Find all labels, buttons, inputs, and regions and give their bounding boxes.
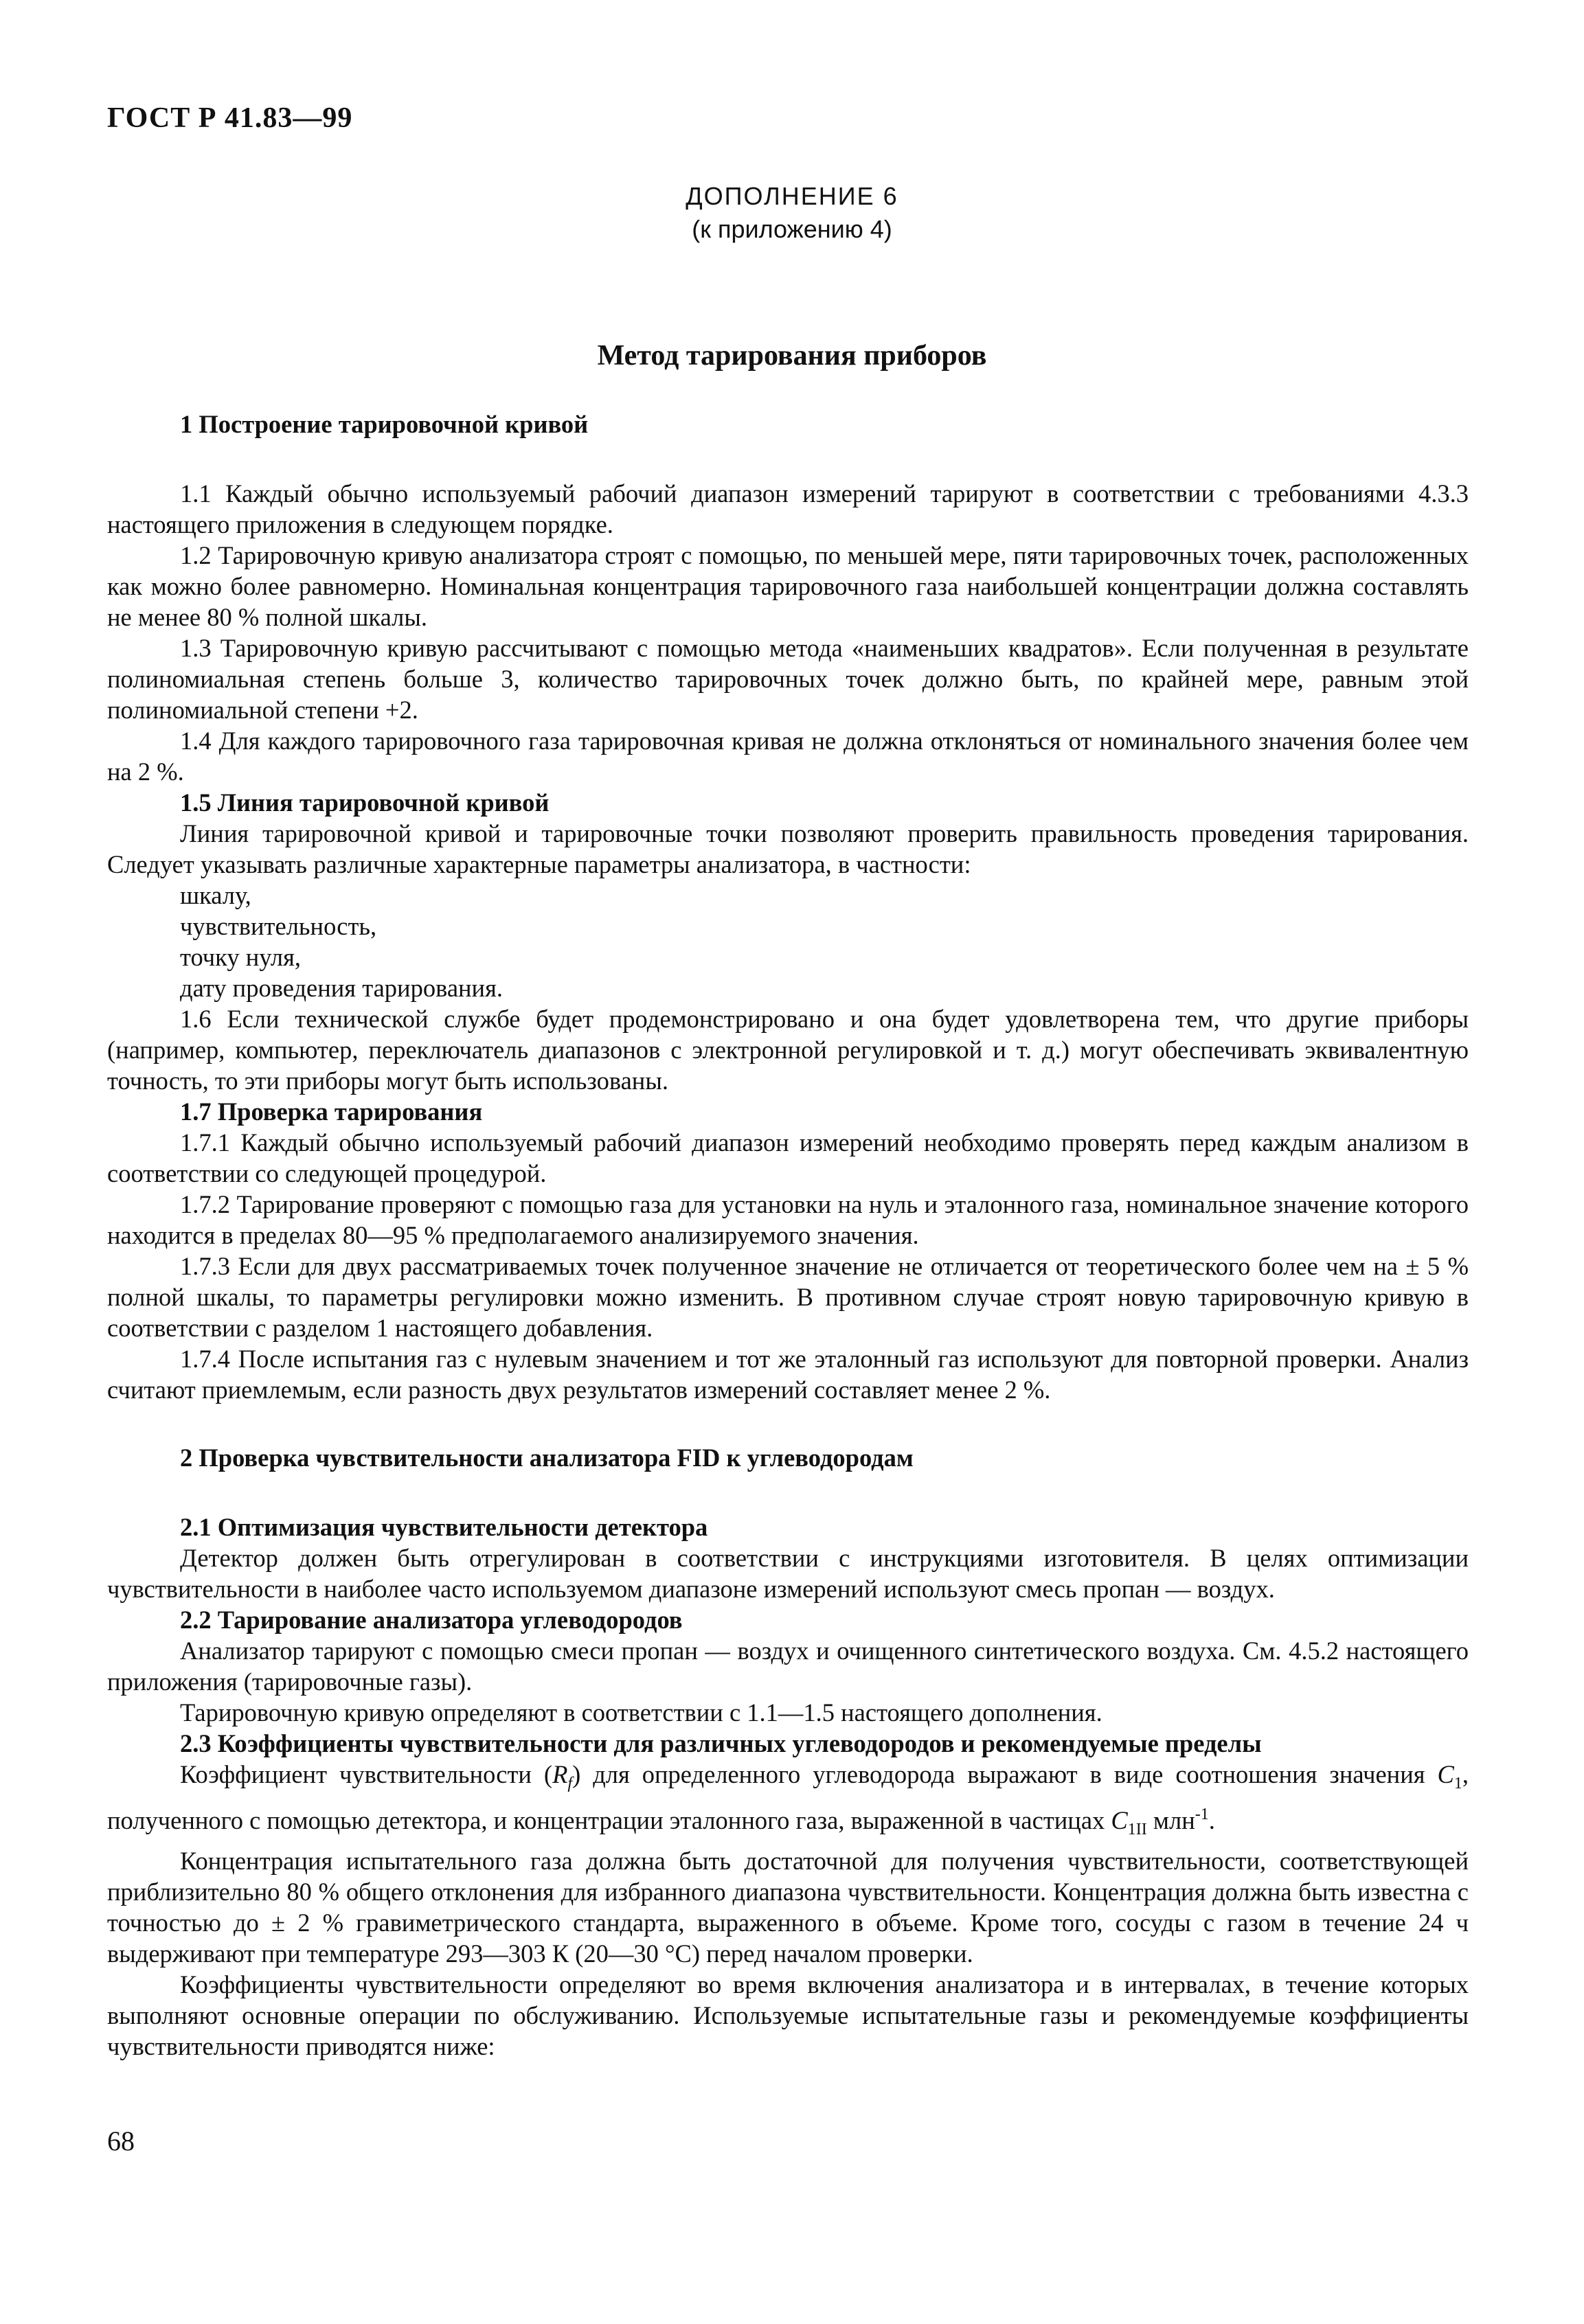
paragraph-2-3b: Концентрация испытательного газа должна быть достаточной для получения чувствительности, соответствующей приблизительно 80 % общего отклонения для избранного диапазона чувствительности. Концентрация должна быть известна с точностью до ± 2 % гравиметрического стандарта, выраженного в объеме. Кроме того, сосуды с газом в течение 24 ч выдерживают при температуре 293—303 К (20—30 °С) перед началом проверки. xyxy=(107,1847,1469,1968)
page-number: 68 xyxy=(107,2126,135,2156)
formula-r-subscript: f xyxy=(567,1775,573,1792)
text-run: млн xyxy=(1146,1806,1195,1834)
heading-2-3: 2.3 Коэффициенты чувствительности для различных углеводородов и рекомендуемые пределы xyxy=(180,1729,1262,1757)
list-item: чувствительность, xyxy=(180,912,377,940)
list-item: точку нуля, xyxy=(180,943,302,971)
paragraph-2-2b: Тарировочную кривую определяют в соответствии с 1.1—1.5 настоящего дополнения. xyxy=(180,1698,1102,1727)
list-item: шкалу, xyxy=(180,881,251,909)
paragraph-1-7-4: 1.7.4 После испытания газ с нулевым значением и тот же эталонный газ используют для повторной проверки. Анализ считают приемлемым, если разность двух результатов измерений составляет менее 2 %. xyxy=(107,1345,1469,1404)
formula-c-subscript: 1 xyxy=(1453,1775,1462,1792)
document-body xyxy=(107,409,1469,2062)
unit-superscript: -1 xyxy=(1195,1805,1209,1823)
paragraph-1-4: 1.4 Для каждого тарировочного газа тарировочная кривая не должна отклоняться от номинального значения более чем на 2 %. xyxy=(107,727,1469,786)
paragraph-1-5: Линия тарировочной кривой и тарировочные точки позволяют проверить правильность проведения тарирования. Следует указывать различные характерные параметры анализатора, в частности: xyxy=(107,819,1469,878)
paragraph-2-3c: Коэффициенты чувствительности определяют во время включения анализатора и в интервалах, в течение которых выполняют основные операции по обслуживанию. Используемые испытательные газы и рекомендуемые коэффициенты чувствительности приводятся ниже: xyxy=(107,1970,1469,2060)
formula-r: R xyxy=(552,1760,568,1788)
addendum-heading xyxy=(0,180,1584,246)
heading-1-7: 1.7 Проверка тарирования xyxy=(180,1097,483,1126)
heading-2-1: 2.1 Оптимизация чувствительности детектора xyxy=(180,1513,708,1541)
paragraph-1-6: 1.6 Если технической службе будет продемонстрировано и она будет удовлетворена тем, что другие приборы (например, компьютер, переключатель диапазонов с электронной регулировкой и т. д.) могут обеспечивать эквивалентную точность, то эти приборы могут быть использованы. xyxy=(107,1005,1469,1095)
document-code-header: ГОСТ Р 41.83—99 xyxy=(107,102,353,134)
heading-2-2: 2.2 Тарирование анализатора углеводородов xyxy=(180,1606,683,1634)
formula-c: C xyxy=(1437,1760,1454,1788)
paragraph-2-3a xyxy=(107,1759,1469,1845)
paragraph-1-2: 1.2 Тарировочную кривую анализатора строят с помощью, по меньшей мере, пяти тарировочных точек, расположенных как можно более равномерно. Номинальная концентрация тарировочного газа наибольшей концентрации должна составлять не менее 80 % полной шкалы. xyxy=(107,541,1469,631)
paragraph-1-7-1: 1.7.1 Каждый обычно используемый рабочий диапазон измерений необходимо проверять перед каждым анализом в соответствии со следующей процедурой. xyxy=(107,1128,1469,1187)
text-run: . xyxy=(1208,1806,1215,1834)
section-2-heading: 2 Проверка чувствительности анализатора FID к углеводородам xyxy=(180,1444,914,1472)
paragraph-2-2a: Анализатор тарируют с помощью смеси пропан — воздух и очищенного синтетического воздуха. См. 4.5.2 настоящего приложения (тарировочные газы). xyxy=(107,1637,1469,1696)
text-run: , полученного с помощью детектора, и концентрации эталонного газа, выраженной в частицах xyxy=(107,1760,1469,1834)
paragraph-1-3: 1.3 Тарировочную кривую рассчитывают с помощью метода «наименьших квадратов». Если полученная в результате полиномиальная степень больше 3, количество тарировочных точек должно быть, по крайней мере, равным этой полиномиальной степени +2. xyxy=(107,634,1469,724)
paragraph-1-7-3: 1.7.3 Если для двух рассматриваемых точек полученное значение не отличается от теоретического более чем на ± 5 % полной шкалы, то параметры регулировки можно изменить. В противном случае строят новую тарировочную кривую в соответствии с разделом 1 настоящего добавления. xyxy=(107,1252,1469,1342)
formula-c2-subscript: 1II xyxy=(1127,1821,1147,1838)
heading-1-5: 1.5 Линия тарировочной кривой xyxy=(180,788,550,817)
addendum-title: ДОПОЛНЕНИЕ 6 xyxy=(686,182,898,210)
list-item: дату проведения тарирования. xyxy=(180,974,504,1002)
text-run: ) для определенного углеводорода выражают в виде соотношения значения xyxy=(572,1760,1438,1788)
page-title: Метод тарирования приборов xyxy=(597,340,987,372)
text-run: Коэффициент чувствительности ( xyxy=(180,1760,553,1788)
paragraph-1-1: 1.1 Каждый обычно используемый рабочий диапазон измерений тарируют в соответствии с требованиями 4.3.3 настоящего приложения в следующем порядке. xyxy=(107,479,1469,538)
formula-c2: C xyxy=(1111,1806,1128,1834)
paragraph-2-1: Детектор должен быть отрегулирован в соответствии с инструкциями изготовителя. В целях оптимизации чувствительности в наиболее часто используемом диапазоне измерений используют смесь пропан — воздух. xyxy=(107,1544,1469,1603)
paragraph-1-7-2: 1.7.2 Тарирование проверяют с помощью газа для установки на нуль и эталонного газа, номинальное значение которого находится в пределах 80—95 % предполагаемого анализируемого значения. xyxy=(107,1190,1469,1249)
section-1-heading: 1 Построение тарировочной кривой xyxy=(180,410,589,438)
addendum-subtitle: (к приложению 4) xyxy=(692,215,892,243)
